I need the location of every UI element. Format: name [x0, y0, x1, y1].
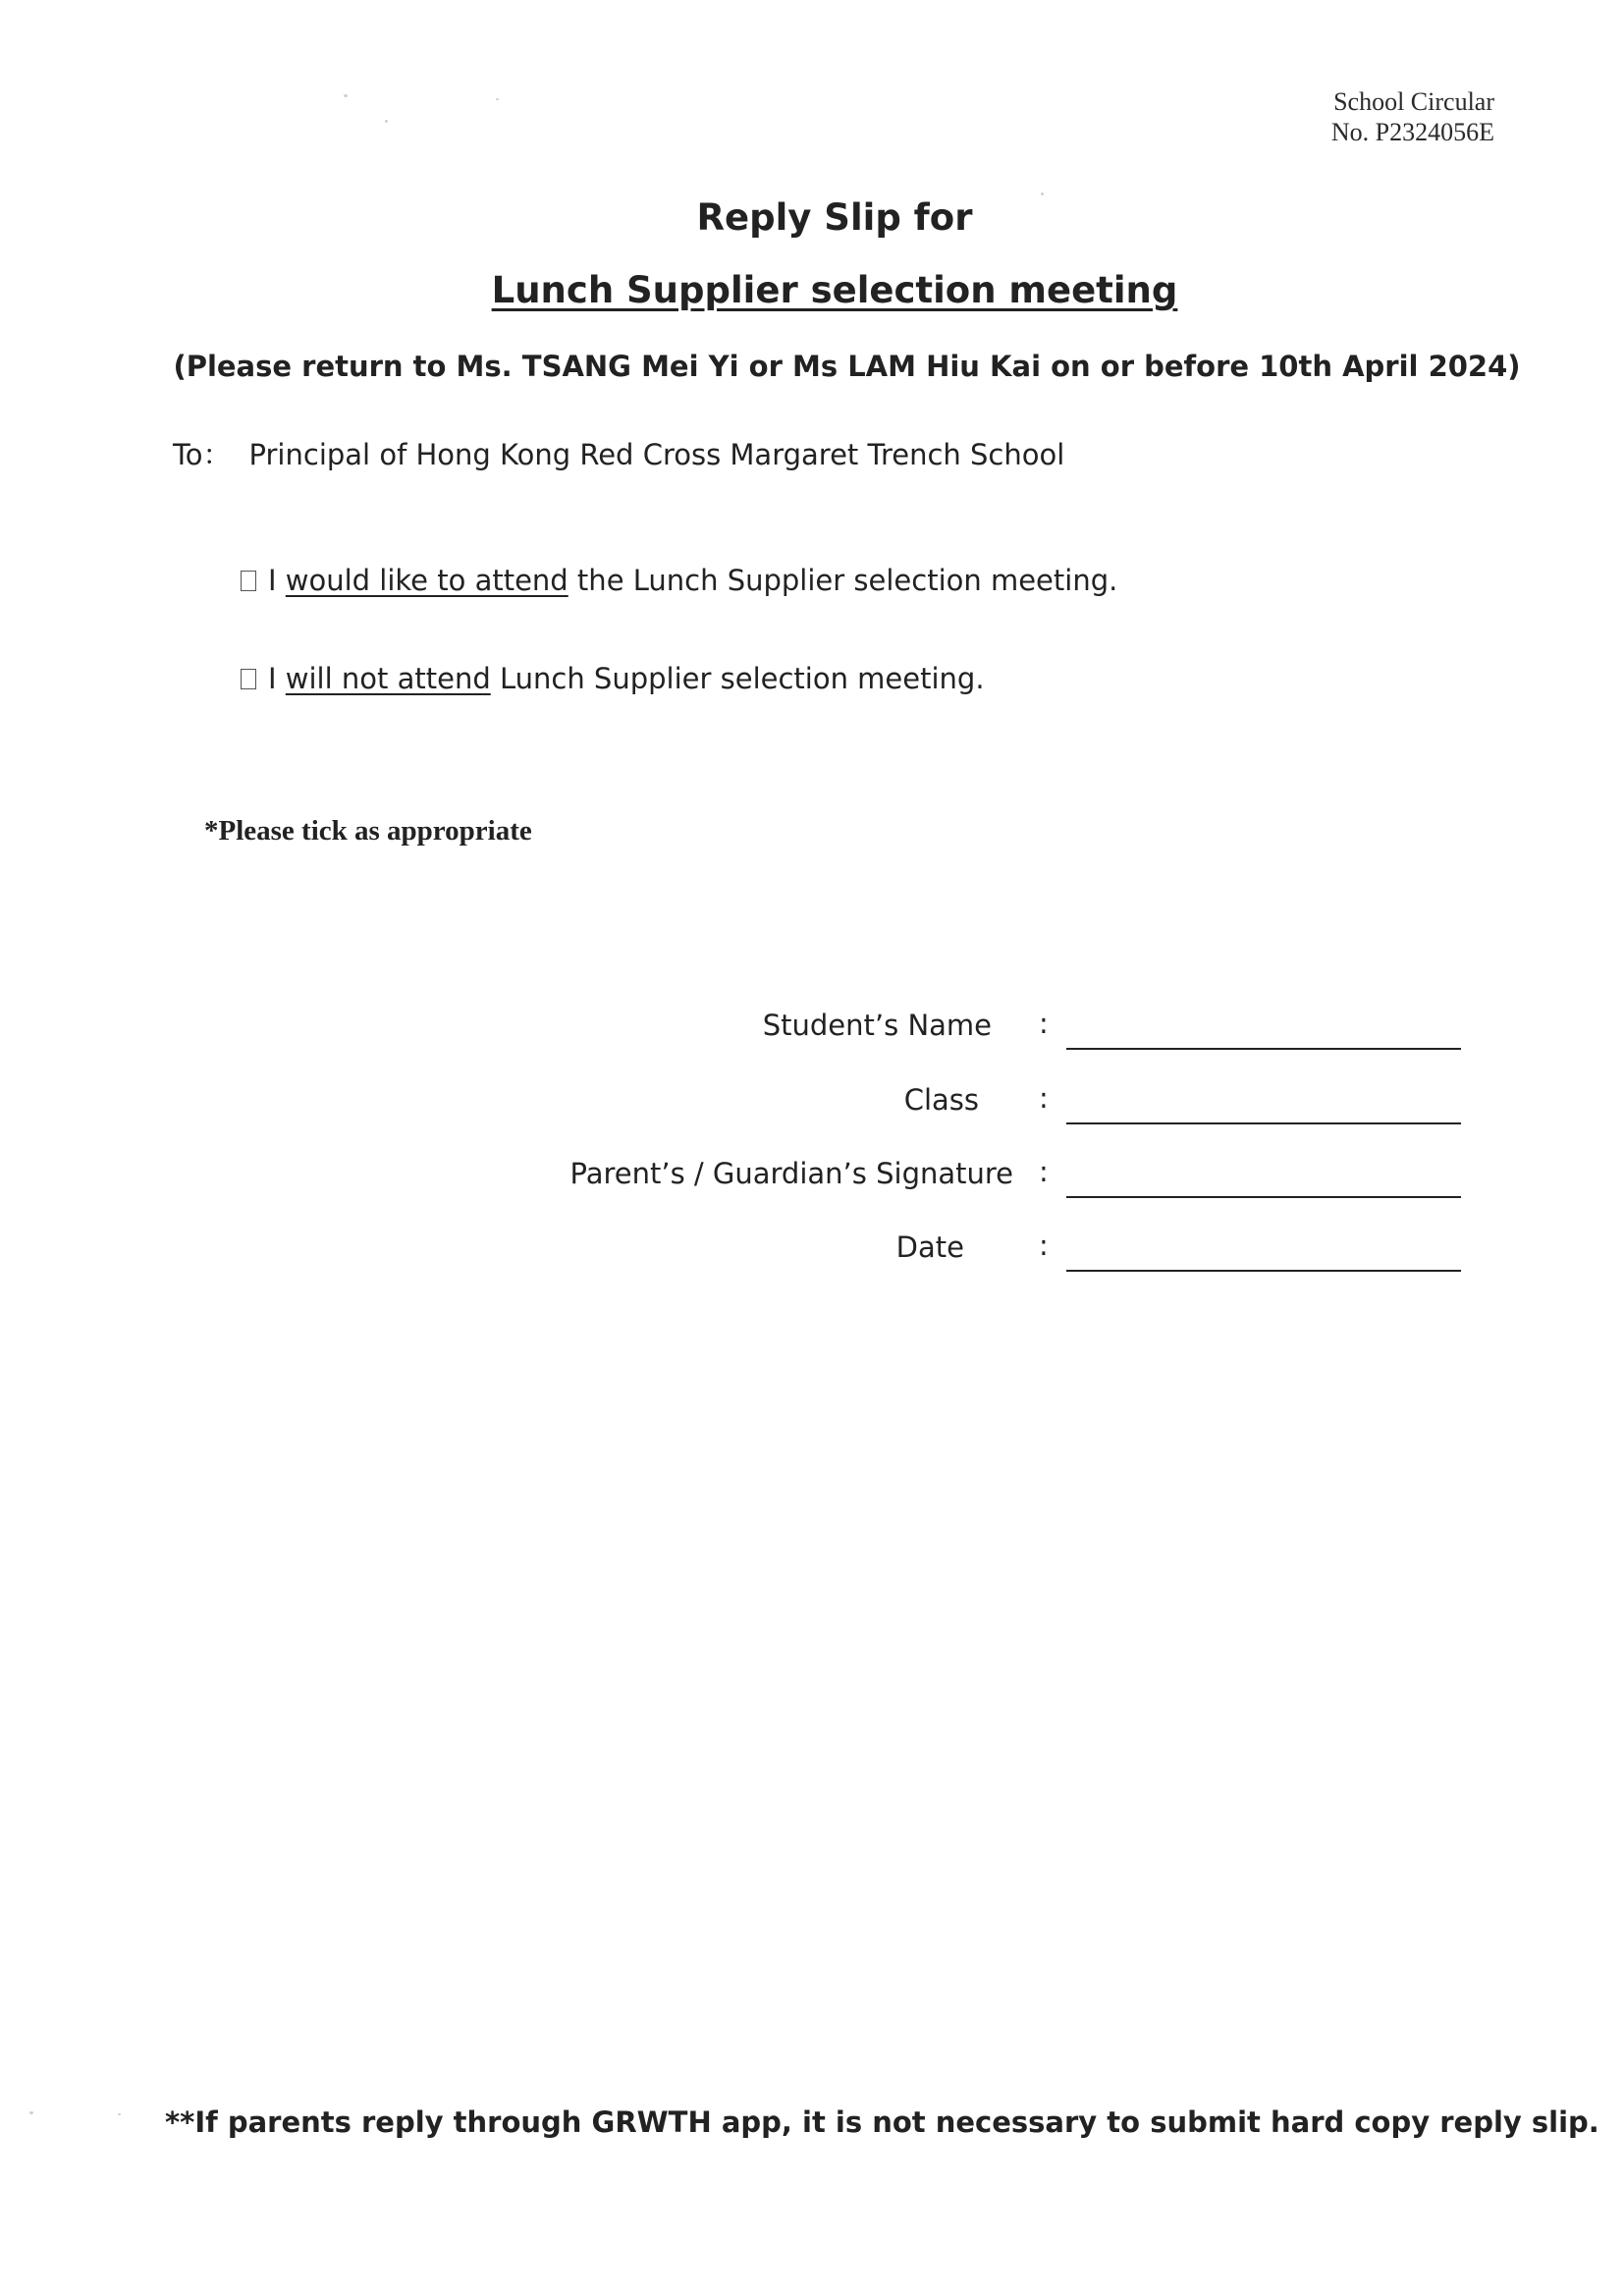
student-name-field[interactable]	[1066, 1048, 1461, 1050]
tick-instruction: *Please tick as appropriate	[204, 815, 532, 847]
scan-speck	[1041, 192, 1044, 195]
circular-number	[1331, 86, 1494, 147]
recipient-prefix: To：	[173, 438, 232, 471]
option-not-attend	[241, 662, 985, 695]
class-label: Class	[903, 1083, 979, 1117]
circular-code: No. P2324056E	[1330, 118, 1494, 146]
field-colon: :	[1039, 1229, 1049, 1262]
scan-speck	[29, 2111, 33, 2114]
date-label: Date	[895, 1230, 964, 1264]
scan-speck	[344, 94, 348, 97]
grwth-footnote: **If parents reply through GRWTH app, it is not necessary to submit hard copy reply slip.	[165, 2105, 1599, 2139]
document-title: Reply Slip for	[696, 196, 973, 239]
attend-checkbox[interactable]	[241, 571, 256, 591]
parent-signature-label: Parent’s / Guardian’s Signature	[569, 1157, 1013, 1190]
date-field[interactable]	[1066, 1270, 1461, 1272]
scan-speck	[496, 98, 499, 100]
field-colon: :	[1039, 1081, 1049, 1115]
return-instructions: (Please return to Ms. TSANG Mei Yi or Ms LAM Hiu Kai on or before 10th April 2024)	[173, 350, 1521, 383]
scan-speck	[385, 120, 388, 123]
circular-label: School Circular	[1333, 87, 1494, 116]
option-attend	[241, 564, 1117, 597]
recipient-line	[173, 433, 1064, 473]
option-attend-text: I would like to attend the Lunch Supplier selection meeting.	[268, 564, 1118, 597]
option-not-attend-text: I will not attend Lunch Supplier selection meeting.	[268, 662, 985, 695]
scan-speck	[118, 2113, 121, 2115]
student-name-label: Student’s Name	[762, 1009, 992, 1042]
class-field[interactable]	[1066, 1122, 1461, 1124]
recipient-name: Principal of Hong Kong Red Cross Margaret Trench School	[248, 438, 1065, 471]
document-subtitle: Lunch Supplier selection meeting	[491, 269, 1178, 311]
parent-signature-field[interactable]	[1066, 1196, 1461, 1198]
field-colon: :	[1039, 1155, 1049, 1188]
not-attend-checkbox[interactable]	[241, 669, 256, 689]
field-colon: :	[1039, 1007, 1049, 1040]
